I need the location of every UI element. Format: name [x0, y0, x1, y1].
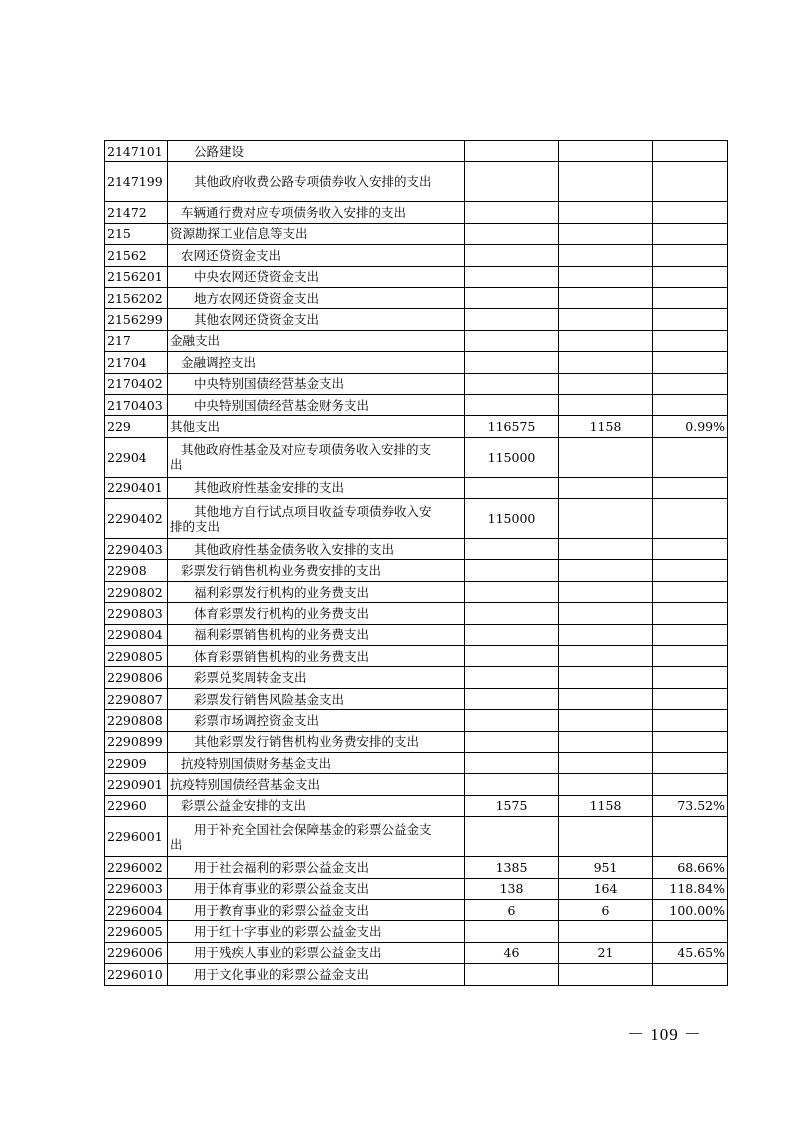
row-name-text: 其他农网还贷资金支出: [194, 312, 320, 328]
table-row: [105, 330, 728, 351]
row-value-2: [559, 309, 653, 330]
table-row: [105, 560, 728, 581]
row-name: [168, 667, 465, 688]
row-name-text: 车辆通行费对应专项债务收入安排的支出: [181, 205, 407, 221]
row-code: 2147199: [105, 162, 168, 202]
row-percent: [653, 539, 728, 560]
row-name-text: 抗疫特别国债经营基金支出: [170, 777, 321, 793]
row-percent: [653, 921, 728, 942]
row-value-2: [559, 539, 653, 560]
table-row: [105, 899, 728, 920]
row-value-2: [559, 646, 653, 667]
row-code: 21704: [105, 352, 168, 373]
row-code: 22909: [105, 752, 168, 773]
row-value-1: [465, 352, 559, 373]
row-name-text: 中央特别国债经营基金支出: [194, 376, 345, 392]
row-value-1: [465, 223, 559, 244]
row-value-2: [559, 352, 653, 373]
row-value-2: [559, 141, 653, 162]
row-percent: [653, 437, 728, 477]
row-code: 2156201: [105, 266, 168, 287]
row-percent: [653, 373, 728, 394]
row-value-1: 115000: [465, 437, 559, 477]
row-percent: [653, 266, 728, 287]
row-value-1: [465, 287, 559, 308]
row-value-1: [465, 266, 559, 287]
row-percent: [653, 309, 728, 330]
row-value-1: [465, 560, 559, 581]
table-row: [105, 667, 728, 688]
row-value-2: [559, 560, 653, 581]
row-value-1: 6: [465, 899, 559, 920]
row-value-2: [559, 373, 653, 394]
row-value-1: [465, 394, 559, 415]
row-code: 22908: [105, 560, 168, 581]
row-code: 2156202: [105, 287, 168, 308]
row-value-2: [559, 330, 653, 351]
row-value-2: 1158: [559, 795, 653, 816]
row-code: 2296003: [105, 878, 168, 899]
row-percent: 45.65%: [653, 942, 728, 963]
row-name-text: 彩票兑奖周转金支出: [194, 670, 307, 686]
row-percent: 73.52%: [653, 795, 728, 816]
row-percent: [653, 603, 728, 624]
row-value-1: [465, 921, 559, 942]
row-name-text: 抗疫特别国债财务基金支出: [181, 755, 332, 771]
row-code: 21472: [105, 202, 168, 223]
row-percent: 118.84%: [653, 878, 728, 899]
table-row: [105, 162, 728, 202]
row-name: [168, 477, 465, 498]
row-code: 2290899: [105, 731, 168, 752]
row-name-text: 资源勘探工业信息等支出: [170, 226, 308, 242]
row-code: 2296001: [105, 817, 168, 857]
table-row: [105, 394, 728, 415]
row-percent: [653, 710, 728, 731]
row-value-1: 115000: [465, 499, 559, 539]
row-name: [168, 202, 465, 223]
row-name: [168, 499, 465, 539]
row-name-text: 其他政府性基金安排的支出: [194, 480, 345, 496]
table-row: [105, 752, 728, 773]
row-code: 2290402: [105, 499, 168, 539]
row-code: 2290808: [105, 710, 168, 731]
row-value-1: [465, 581, 559, 602]
row-name-text: 农网还贷资金支出: [181, 247, 282, 263]
row-name-text: 用于社会福利的彩票公益金支出: [194, 859, 370, 875]
row-name: [168, 603, 465, 624]
budget-table: [104, 140, 728, 986]
table-row: [105, 499, 728, 539]
row-percent: [653, 624, 728, 645]
row-name-text: 用于残疾人事业的彩票公益金支出: [194, 945, 382, 961]
row-code: 2296002: [105, 857, 168, 878]
row-percent: [653, 667, 728, 688]
row-code: 2290804: [105, 624, 168, 645]
row-percent: [653, 499, 728, 539]
row-name: [168, 373, 465, 394]
table-row: [105, 266, 728, 287]
row-value-1: 1385: [465, 857, 559, 878]
row-percent: [653, 646, 728, 667]
table-row: [105, 921, 728, 942]
row-name: [168, 752, 465, 773]
row-value-2: [559, 245, 653, 266]
row-value-1: [465, 202, 559, 223]
row-name: [168, 878, 465, 899]
row-value-1: [465, 817, 559, 857]
row-code: 217: [105, 330, 168, 351]
row-value-2: [559, 688, 653, 709]
table-row: [105, 603, 728, 624]
row-percent: 100.00%: [653, 899, 728, 920]
row-value-1: [465, 603, 559, 624]
table-row: [105, 202, 728, 223]
row-value-2: 6: [559, 899, 653, 920]
table-row: [105, 539, 728, 560]
row-name-text: 其他政府性基金及对应专项债务收入安排的支出: [170, 442, 432, 473]
row-percent: [653, 581, 728, 602]
table-row: [105, 731, 728, 752]
row-name: [168, 899, 465, 920]
row-name-text: 体育彩票发行机构的业务费支出: [194, 605, 370, 621]
row-name: [168, 330, 465, 351]
table-row: [105, 964, 728, 985]
row-name-text: 其他地方自行试点项目收益专项债券收入安排的支出: [170, 503, 432, 534]
row-value-1: [465, 710, 559, 731]
row-value-1: [465, 688, 559, 709]
row-percent: [653, 202, 728, 223]
row-name-text: 用于教育事业的彩票公益金支出: [194, 902, 370, 918]
row-name: [168, 245, 465, 266]
row-code: 2156299: [105, 309, 168, 330]
row-name: [168, 795, 465, 816]
row-name-text: 公路建设: [194, 143, 245, 159]
row-code: 2290401: [105, 477, 168, 498]
row-value-1: [465, 964, 559, 985]
row-name: [168, 731, 465, 752]
row-value-2: [559, 202, 653, 223]
row-value-2: [559, 437, 653, 477]
row-value-2: [559, 710, 653, 731]
row-name: [168, 223, 465, 244]
row-name: [168, 394, 465, 415]
row-value-2: [559, 817, 653, 857]
table-row: [105, 624, 728, 645]
row-value-1: [465, 752, 559, 773]
row-value-2: [559, 731, 653, 752]
row-name-text: 用于补充全国社会保障基金的彩票公益金支出: [170, 821, 432, 852]
row-name-text: 其他支出: [170, 418, 221, 434]
row-name-text: 中央农网还贷资金支出: [194, 269, 320, 285]
row-percent: [653, 560, 728, 581]
table-row: [105, 309, 728, 330]
row-percent: [653, 964, 728, 985]
table-row: [105, 416, 728, 437]
row-name-text: 体育彩票销售机构的业务费支出: [194, 648, 370, 664]
row-name: [168, 688, 465, 709]
budget-table-body: [105, 141, 728, 986]
row-value-2: [559, 266, 653, 287]
row-value-1: [465, 774, 559, 795]
row-name-text: 地方农网还贷资金支出: [194, 290, 320, 306]
row-code: 2290802: [105, 581, 168, 602]
row-code: 229: [105, 416, 168, 437]
row-name: [168, 266, 465, 287]
row-percent: [653, 477, 728, 498]
row-value-1: [465, 731, 559, 752]
table-row: [105, 942, 728, 963]
row-value-1: [465, 162, 559, 202]
row-value-2: 1158: [559, 416, 653, 437]
row-name: [168, 921, 465, 942]
row-name: [168, 539, 465, 560]
table-row: [105, 437, 728, 477]
row-value-2: [559, 624, 653, 645]
row-name-text: 其他政府收费公路专项债券收入安排的支出: [194, 174, 432, 190]
row-name: [168, 710, 465, 731]
table-row: [105, 774, 728, 795]
row-code: 2147101: [105, 141, 168, 162]
row-value-1: 46: [465, 942, 559, 963]
row-value-1: [465, 539, 559, 560]
row-name-text: 用于红十字事业的彩票公益金支出: [194, 924, 382, 940]
row-value-2: 164: [559, 878, 653, 899]
row-code: 2170402: [105, 373, 168, 394]
row-percent: [653, 287, 728, 308]
row-value-1: [465, 245, 559, 266]
row-value-1: [465, 141, 559, 162]
row-name: [168, 964, 465, 985]
row-percent: [653, 330, 728, 351]
row-name-text: 其他政府性基金债务收入安排的支出: [194, 541, 395, 557]
row-percent: [653, 774, 728, 795]
row-name-text: 用于体育事业的彩票公益金支出: [194, 881, 370, 897]
row-code: 2290901: [105, 774, 168, 795]
row-value-2: [559, 581, 653, 602]
row-name-text: 中央特别国债经营基金财务支出: [194, 397, 370, 413]
row-value-2: [559, 477, 653, 498]
row-name-text: 金融调控支出: [181, 354, 257, 370]
row-value-2: [559, 287, 653, 308]
row-value-1: 1575: [465, 795, 559, 816]
row-name: [168, 857, 465, 878]
table-row: [105, 223, 728, 244]
row-name-text: 用于文化事业的彩票公益金支出: [194, 966, 370, 982]
row-name: [168, 162, 465, 202]
row-value-2: [559, 667, 653, 688]
row-value-2: [559, 499, 653, 539]
row-name-text: 其他彩票发行销售机构业务费安排的支出: [194, 734, 420, 750]
row-code: 2290806: [105, 667, 168, 688]
row-value-2: [559, 774, 653, 795]
row-code: 2290803: [105, 603, 168, 624]
row-name-text: 彩票市场调控资金支出: [194, 712, 320, 728]
row-code: 22960: [105, 795, 168, 816]
row-value-2: [559, 603, 653, 624]
table-row: [105, 581, 728, 602]
row-name: [168, 646, 465, 667]
table-row: [105, 373, 728, 394]
row-code: 2290805: [105, 646, 168, 667]
row-code: 2290807: [105, 688, 168, 709]
row-value-1: 116575: [465, 416, 559, 437]
row-name: [168, 437, 465, 477]
row-percent: [653, 352, 728, 373]
row-value-1: [465, 309, 559, 330]
row-name-text: 金融支出: [170, 333, 221, 349]
row-value-2: [559, 223, 653, 244]
row-code: 2290403: [105, 539, 168, 560]
row-value-2: [559, 752, 653, 773]
row-value-2: [559, 394, 653, 415]
row-percent: [653, 162, 728, 202]
table-row: [105, 817, 728, 857]
table-row: [105, 245, 728, 266]
row-code: 2296006: [105, 942, 168, 963]
row-name-text: 彩票发行销售机构业务费安排的支出: [181, 563, 382, 579]
row-name: [168, 352, 465, 373]
row-name: [168, 416, 465, 437]
row-code: 2296004: [105, 899, 168, 920]
row-code: 2170403: [105, 394, 168, 415]
row-percent: [653, 817, 728, 857]
row-value-1: [465, 477, 559, 498]
row-percent: [653, 731, 728, 752]
page-number: － 109 －: [627, 1025, 702, 1044]
row-percent: [653, 394, 728, 415]
row-name-text: 福利彩票销售机构的业务费支出: [194, 627, 370, 643]
row-value-2: 21: [559, 942, 653, 963]
row-name-text: 彩票发行销售风险基金支出: [194, 691, 345, 707]
row-value-1: [465, 624, 559, 645]
row-value-1: [465, 330, 559, 351]
row-name-text: 彩票公益金安排的支出: [181, 798, 307, 814]
row-name: [168, 581, 465, 602]
table-row: [105, 857, 728, 878]
row-name: [168, 560, 465, 581]
row-value-1: 138: [465, 878, 559, 899]
row-percent: [653, 688, 728, 709]
table-row: [105, 795, 728, 816]
row-percent: [653, 245, 728, 266]
table-row: [105, 646, 728, 667]
row-percent: [653, 223, 728, 244]
row-name-text: 福利彩票发行机构的业务费支出: [194, 584, 370, 600]
table-row: [105, 141, 728, 162]
row-value-2: [559, 964, 653, 985]
row-value-2: 951: [559, 857, 653, 878]
row-value-2: [559, 162, 653, 202]
table-row: [105, 878, 728, 899]
row-value-1: [465, 667, 559, 688]
row-percent: 68.66%: [653, 857, 728, 878]
row-code: 2296010: [105, 964, 168, 985]
row-percent: 0.99%: [653, 416, 728, 437]
row-name: [168, 141, 465, 162]
row-value-1: [465, 646, 559, 667]
row-code: 2296005: [105, 921, 168, 942]
row-name: [168, 287, 465, 308]
table-row: [105, 477, 728, 498]
row-percent: [653, 752, 728, 773]
row-name: [168, 309, 465, 330]
row-code: 21562: [105, 245, 168, 266]
table-row: [105, 710, 728, 731]
table-row: [105, 688, 728, 709]
row-name: [168, 817, 465, 857]
row-percent: [653, 141, 728, 162]
row-code: 215: [105, 223, 168, 244]
table-row: [105, 287, 728, 308]
row-value-2: [559, 921, 653, 942]
row-name: [168, 942, 465, 963]
row-name: [168, 624, 465, 645]
row-code: 22904: [105, 437, 168, 477]
row-name: [168, 774, 465, 795]
table-row: [105, 352, 728, 373]
row-value-1: [465, 373, 559, 394]
